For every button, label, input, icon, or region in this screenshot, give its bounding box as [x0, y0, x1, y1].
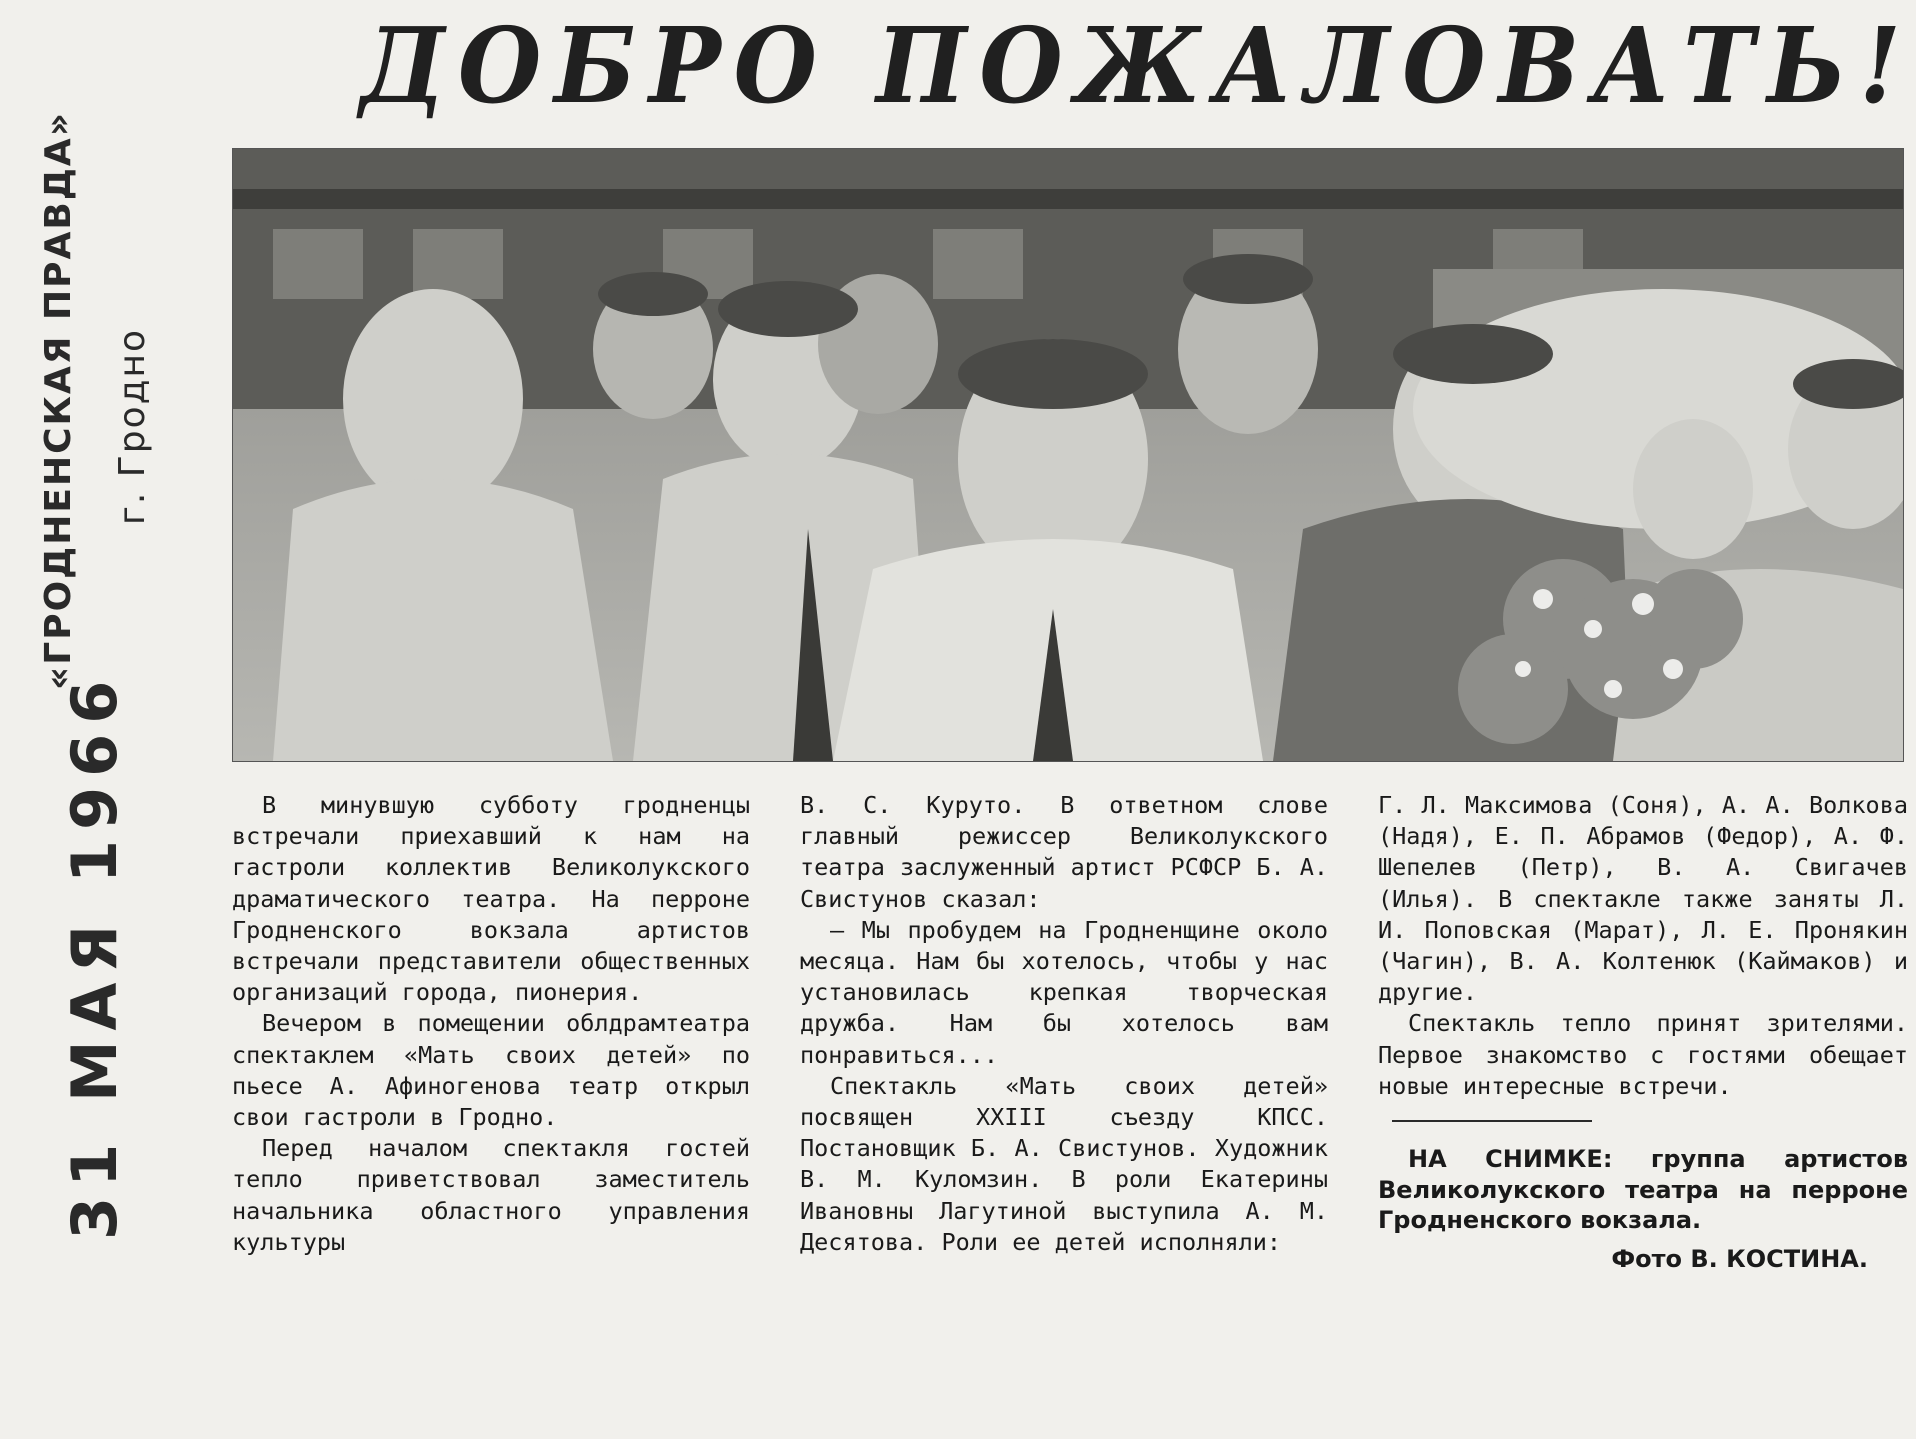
- paragraph: В минувшую субботу гродненцы встречали приехавший к нам на гастроли коллектив Великолукского драматического театра. На перроне Гродненского вокзала артистов встречали представители общественных организаций города, пионерия.: [232, 791, 750, 1007]
- group-photo: [232, 148, 1904, 762]
- paragraph: Перед началом спектакля гостей тепло приветствовал заместитель начальника областного управления культуры: [232, 1134, 750, 1256]
- divider: [1392, 1120, 1592, 1122]
- paragraph: — Мы пробудем на Гродненщине около месяца. Нам бы хотелось, чтобы у нас установилась крепкая творческая дружба. Нам бы хотелось вам понравиться...: [800, 915, 1328, 1069]
- paragraph: Вечером в помещении облдрамтеатра спектаклем «Мать своих детей» по пьесе А. Афиногенова театр открыл свои гастроли в Гродно.: [232, 1009, 750, 1132]
- article-column-3: [1378, 790, 1908, 1275]
- paragraph: Спектакль «Мать своих детей» посвящен XXIII съезду КПСС. Постановщик Б. А. Свистунов. Художник В. М. Куломзин. В роли Екатерины Ивановны Лагутиной выступила А. М. Десятова. Роли ее детей исполняли:: [800, 1071, 1328, 1256]
- date-stamp: 31 МАЯ 1966: [58, 670, 131, 1240]
- photo-caption: НА СНИМКЕ: группа артистов Великолукского театра на перроне Гродненского вокзала.: [1378, 1145, 1908, 1235]
- photo-credit: Фото В. КОСТИНА.: [1611, 1244, 1868, 1273]
- newspaper-name: «ГРОДНЕНСКАЯ ПРАВДА»: [38, 110, 79, 690]
- headline: ДОБРО ПОЖАЛОВАТЬ!: [360, 4, 1914, 127]
- photo-illustration: [233, 149, 1903, 761]
- city-stamp: г. Гродно: [112, 327, 153, 525]
- article-column-1: [232, 790, 750, 1258]
- article-column-2: [800, 790, 1328, 1258]
- paragraph: Г. Л. Максимова (Соня), А. А. Волкова (Надя), Е. П. Абрамов (Федор), А. Ф. Шепелев (Петр), В. А. Свигачев (Илья). В спектакле также заняты Л. И. Поповская (Марат), Л. Е. Пронякин (Чагин), В. А. Колтенюк (Каймаков) и другие.: [1378, 791, 1908, 1007]
- paragraph: В. С. Куруто. В ответном слове главный режиссер Великолукского театра заслуженный артист РСФСР Б. А. Свистунов сказал:: [800, 791, 1328, 913]
- paragraph: Спектакль тепло принят зрителями. Первое знакомство с гостями обещает новые интересные встречи.: [1378, 1009, 1908, 1100]
